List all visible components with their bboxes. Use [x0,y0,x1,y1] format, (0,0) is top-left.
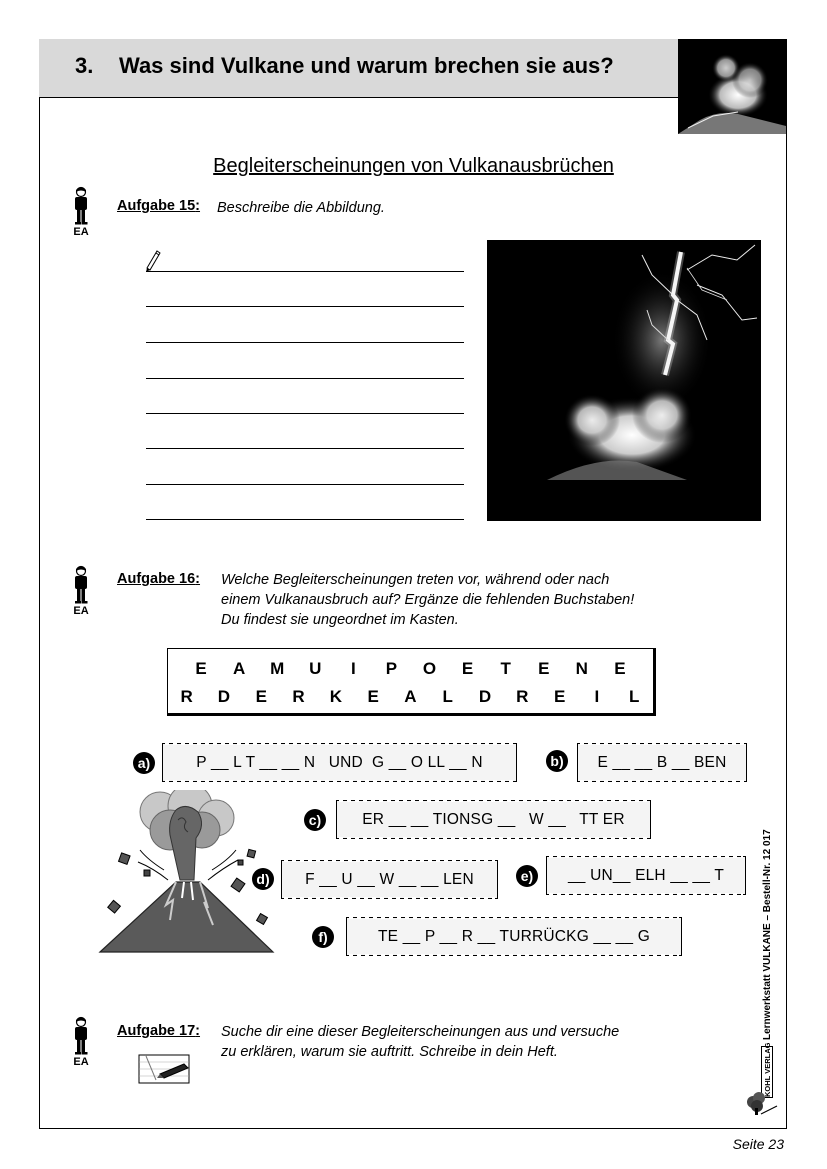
scrambled-letter: A [232,659,246,678]
clue-e-text: __ UN__ ELH __ __ T [567,866,725,884]
clue-a-text: P __ L T __ __ N UND G __ O LL __ N [196,753,483,771]
writing-line[interactable] [146,413,464,414]
clue-d-text: F __ U __ W __ __ LEN [305,870,474,888]
writing-line[interactable] [146,342,464,343]
task-16-text [221,570,634,630]
scrambled-letter: I [594,687,600,706]
task-17-colon: : [195,1023,201,1039]
clue-a-box[interactable] [162,743,517,782]
scrambled-letter: T [500,659,511,678]
scrambled-letter: E [195,659,207,678]
work-mode-label: EA [73,226,89,238]
writing-line[interactable] [146,271,464,272]
page-number: Seite 23 [732,1136,784,1152]
scrambled-letter: D [478,687,492,706]
clue-e-box[interactable] [546,856,746,895]
scrambled-letter: D [217,687,231,706]
scrambled-letter: K [329,687,342,706]
task-16-label [117,571,200,587]
clue-f-box[interactable] [346,917,682,956]
writing-line[interactable] [146,484,464,485]
single-work-icon [69,1016,93,1070]
scrambled-letter: O [422,659,437,678]
chapter-number: 3. [75,53,94,78]
scrambled-letter: A [404,687,417,706]
task-15-label [117,198,200,214]
scrambled-letter: R [180,687,193,706]
clue-b-text: E __ __ B __ BEN [597,753,727,771]
scrambled-letter: M [270,659,285,678]
notebook-icon [138,1054,190,1084]
scrambled-letter: R [516,687,529,706]
task-17-line: Suche dir eine dieser Begleiterscheinungen aus und versuche [221,1024,620,1040]
clue-b-box[interactable] [577,743,747,782]
scrambled-letter: L [442,687,453,706]
volcano-lightning-photo [487,240,761,521]
clue-e-marker: e) [516,865,538,887]
task-17-title: Aufgabe 17 [117,1023,196,1039]
single-work-icon [69,186,93,240]
task-16-line: Welche Begleiterscheinungen treten vor, während oder nach [221,572,610,588]
scrambled-letter: E [614,659,626,678]
scrambled-letter: E [553,687,566,706]
clue-d-marker: d) [252,868,274,890]
letter-box [167,648,656,716]
chapter-title: Was sind Vulkane und warum brechen sie aus? [119,53,614,78]
clue-d-box[interactable] [281,860,498,899]
clue-c-box[interactable] [336,800,651,839]
scrambled-letter: P [385,659,398,678]
letter-row-1 [168,659,653,679]
work-mode-label: EA [73,605,89,617]
task-16-line: einem Vulkanausbruch auf? Ergänze die fehlenden Buchstaben! [221,592,635,608]
chapter-header [39,39,679,98]
scrambled-letter: I [350,659,356,678]
task-17-text [221,1022,619,1062]
task-15-colon: : [195,198,201,214]
scrambled-letter: R [292,687,305,706]
task-15-text: Beschreibe die Abbildung. [217,200,385,216]
task-16-line: Du findest sie ungeordnet im Kasten. [221,612,459,628]
scrambled-letter: E [367,687,379,706]
task-15-title: Aufgabe 15 [117,198,196,214]
task-16-colon: : [195,571,201,587]
pencil-icon [144,248,162,272]
scrambled-letter: L [629,687,640,706]
section-title: Begleiterscheinungen von Vulkanausbrüchen [213,155,614,177]
scrambled-letter: N [575,659,588,678]
scrambled-letter: E [255,687,267,706]
clue-c-text: ER __ __ TIONSG __ W __ TT ER [362,810,625,828]
task-17-label [117,1023,200,1039]
sidebar-order-text: Lernwerkstatt VULKANE – Bestell-Nr. 12 017 [762,829,773,1040]
writing-line[interactable] [146,448,464,449]
writing-line[interactable] [146,519,464,520]
volcano-drawing [98,790,278,955]
task-17-line: zu erklären, warum sie auftritt. Schreibe in dein Heft. [221,1044,558,1060]
clue-c-marker: c) [304,809,326,831]
clue-b-marker: b) [546,750,568,772]
writing-line[interactable] [146,378,464,379]
letter-row-2 [168,687,653,707]
scrambled-letter: U [309,659,322,678]
scrambled-letter: E [461,659,474,678]
scrambled-letter: E [538,659,550,678]
clue-f-marker: f) [312,926,334,948]
task-16-title: Aufgabe 16 [117,571,196,587]
writing-line[interactable] [146,306,464,307]
publisher-tree-icon [743,1088,779,1116]
header-volcano-image [678,40,786,134]
clue-f-text: TE __ P __ R __ TURRÜCKG __ __ G [377,927,651,945]
publisher-name: KOHL VERLAG [763,1042,772,1097]
single-work-icon [69,565,93,619]
clue-a-marker: a) [133,752,155,774]
work-mode-label: EA [73,1056,89,1068]
